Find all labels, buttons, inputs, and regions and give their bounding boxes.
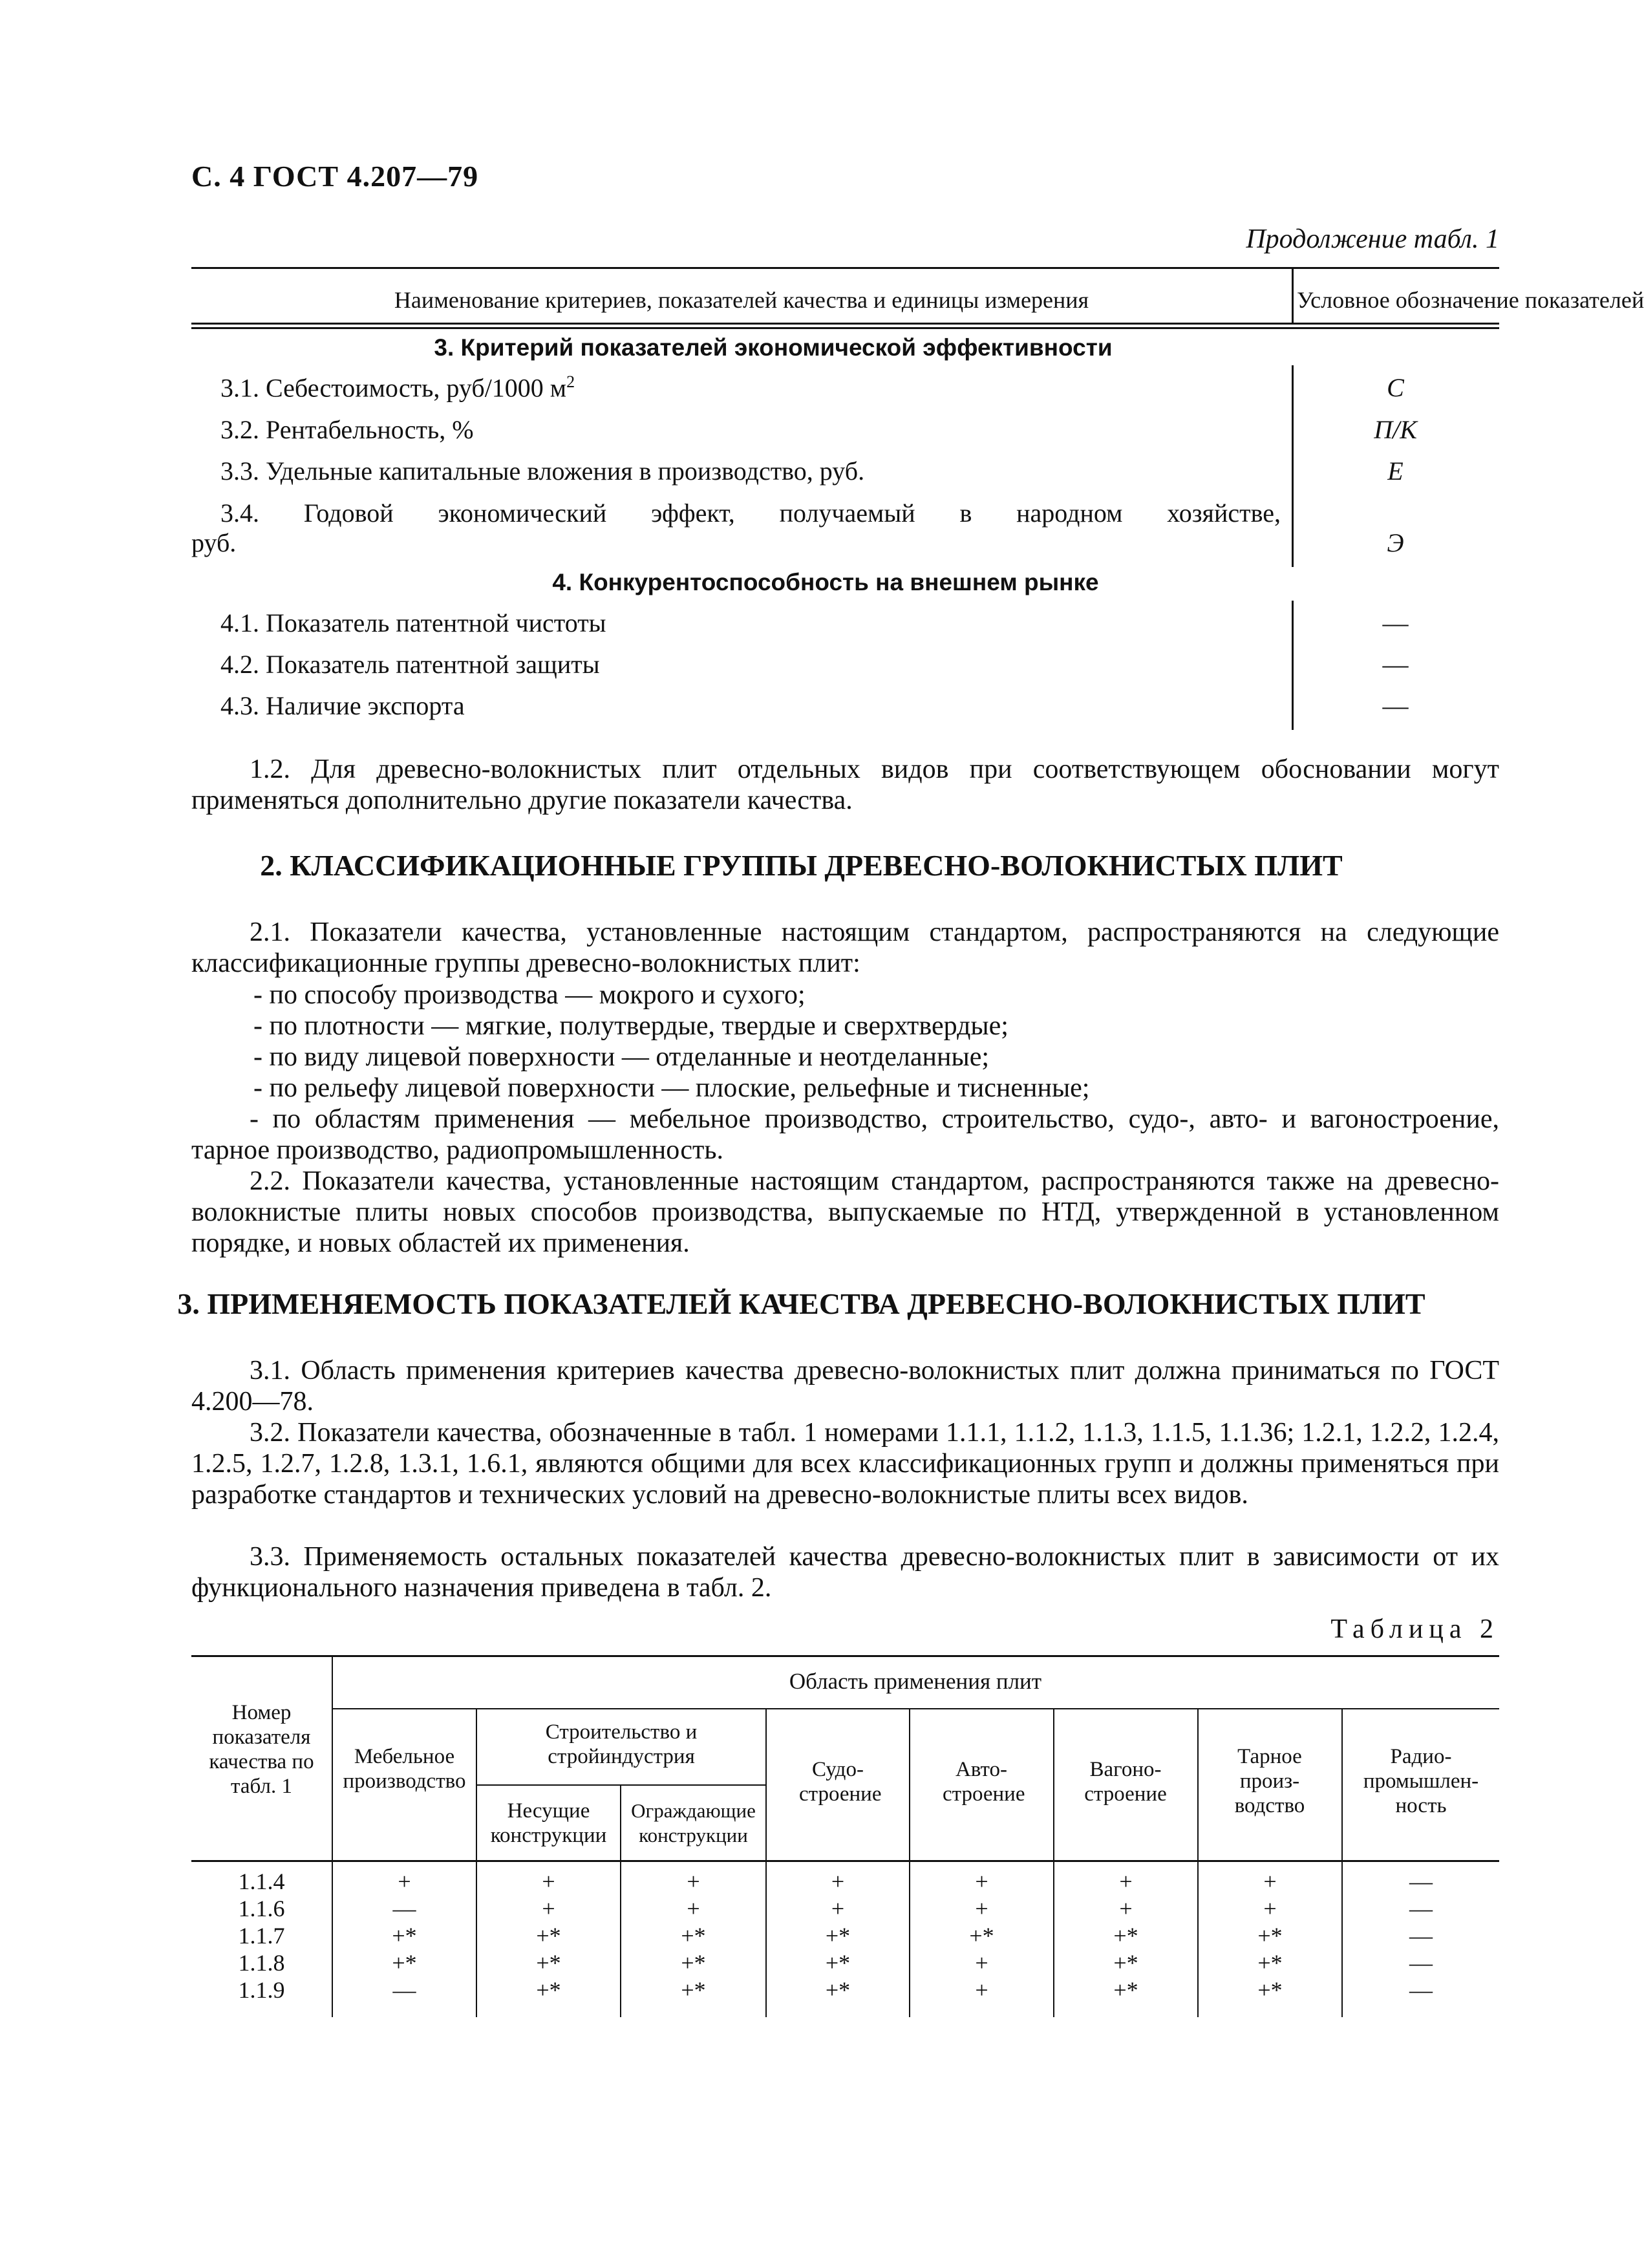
- rule: [332, 1708, 1499, 1709]
- table-cell: —: [392, 1896, 416, 1921]
- table-cell: +*: [825, 1950, 851, 1976]
- paragraph-1-2: 1.2. Для древесно-волокнистых плит отдельных видов при соответствующем обосновании могут применяться дополнительно другие показатели качества.: [191, 754, 1499, 815]
- paragraph-3-2: 3.2. Показатели качества, обозначенные в табл. 1 номерами 1.1.1, 1.1.2, 1.1.3, 1.1.5, 1.1.36; 1.2.1, 1.2.2, 1.2.4, 1.2.5, 1.2.7, 1.2.8, 1.3.1, 1.6.1, являются общими для всех классификационных групп и должны применяться при разработке стандартов и технических условий на древесно-волокнистые плиты всех видов.: [191, 1418, 1499, 1510]
- table-top-rule: [191, 267, 1499, 269]
- section3-title: 3. Критерий показателей экономической эффективности: [434, 334, 1113, 361]
- row-symbol: С: [1387, 373, 1404, 402]
- table-cell: +*: [1257, 1923, 1283, 1949]
- table-cell: +*: [681, 1950, 706, 1976]
- table-cell: +*: [536, 1950, 561, 1976]
- table-continuation-label: Продолжение табл. 1: [1246, 224, 1499, 254]
- table-cell: +: [1119, 1868, 1133, 1894]
- row-symbol: Э: [1387, 528, 1404, 557]
- table-cell: +: [1119, 1896, 1133, 1921]
- table-cell: +: [542, 1868, 555, 1894]
- table-cell: +*: [681, 1923, 706, 1949]
- ship-header: Судо- строение: [799, 1758, 882, 1806]
- furniture-header: Мебельное производство: [343, 1745, 466, 1793]
- table2-caption: Таблица 2: [1330, 1614, 1499, 1644]
- col-number-header: Номер показателя качества по табл. 1: [209, 1701, 314, 1798]
- auto-header: Авто- строение: [943, 1758, 1025, 1806]
- table-row: 4.2. Показатель патентной защиты: [220, 650, 600, 679]
- section2-heading: 2. КЛАССИФИКАЦИОННЫЕ ГРУППЫ ДРЕВЕСНО-ВОЛОКНИСТЫХ ПЛИТ: [260, 849, 1343, 882]
- table-cell: —: [1409, 1896, 1433, 1921]
- section4-title: 4. Конкурентоспособность на внешнем рынке: [552, 569, 1099, 595]
- table-cell: +*: [825, 1923, 851, 1949]
- row-symbol: —: [1382, 650, 1409, 679]
- list-item: - по способу производства — мокрого и сухого;: [253, 980, 806, 1010]
- radio-header: Радио- промышлен- ность: [1363, 1745, 1479, 1817]
- table-row: 4.1. Показатель патентной чистоты: [220, 608, 606, 637]
- row-number: 1.1.6: [238, 1896, 285, 1921]
- superscript: 2: [566, 372, 575, 391]
- wagon-header: Вагоно- строение: [1084, 1758, 1167, 1806]
- paragraph-2-2: 2.2. Показатели качества, установленные настоящим стандартом, распространяются также на древесно-волокнистые плиты новых способов производства, выпускаемые по НТД, утвержденной в установленном порядке, и новых областей их применения.: [191, 1166, 1499, 1258]
- enclosing-header: Ограждающие конструкции: [631, 1799, 756, 1846]
- table-cell: +*: [392, 1950, 417, 1976]
- row-label: 3.1. Себестоимость, руб/1000 м: [220, 373, 567, 403]
- table-cell: +: [398, 1868, 411, 1894]
- table-cell: —: [392, 1977, 416, 2003]
- row-symbol: —: [1382, 691, 1409, 720]
- row-number: 1.1.8: [238, 1950, 285, 1976]
- table-cell: +: [1263, 1868, 1277, 1894]
- row-number: 1.1.9: [238, 1977, 285, 2003]
- table-row: 4.3. Наличие экспорта: [220, 691, 465, 720]
- col1-header: Наименование критериев, показателей качества и единицы измерения: [394, 287, 1089, 313]
- table-cell: +: [1263, 1896, 1277, 1921]
- col2-header: Условное обозначение показателей: [1297, 287, 1644, 313]
- table-cell: +: [687, 1868, 700, 1894]
- table-cell: —: [1409, 1923, 1433, 1949]
- table-cell: +: [975, 1868, 988, 1894]
- table-row: 3.2. Рентабельность, %: [220, 415, 474, 444]
- table-cell: +: [831, 1896, 845, 1921]
- row-symbol: Е: [1387, 456, 1404, 486]
- table-cell: +*: [536, 1977, 561, 2003]
- construction-header: Строительство и стройиндустрия: [545, 1720, 698, 1768]
- row-number: 1.1.7: [238, 1923, 285, 1949]
- table-cell: —: [1409, 1950, 1433, 1976]
- header-rule-double: [191, 327, 1499, 329]
- table-cell: +*: [969, 1923, 994, 1949]
- paragraph-2-1: 2.1. Показатели качества, установленные настоящим стандартом, распространяются на следующие классификационные группы древесно-волокнистых плит:: [191, 917, 1499, 978]
- table-cell: +: [831, 1868, 845, 1894]
- table-cell: +*: [825, 1977, 851, 2003]
- table-cell: +*: [1257, 1950, 1283, 1976]
- column-divider: [1292, 267, 1294, 324]
- table-cell: +*: [1113, 1950, 1138, 1976]
- section3-heading: 3. ПРИМЕНЯЕМОСТЬ ПОКАЗАТЕЛЕЙ КАЧЕСТВА ДРЕВЕСНО-ВОЛОКНИСТЫХ ПЛИТ: [177, 1287, 1425, 1320]
- table-2: [191, 1655, 1499, 2017]
- table-cell: +: [687, 1896, 700, 1921]
- list-item: - по областям применения — мебельное производство, строительство, судо-, авто- и вагоностроение, тарное производство, радиопромышленность.: [191, 1104, 1499, 1165]
- bearing-header: Несущие конструкции: [490, 1799, 607, 1847]
- table-cell: +*: [681, 1977, 706, 2003]
- table-cell: +*: [1113, 1923, 1138, 1949]
- table-cell: +*: [1113, 1977, 1138, 2003]
- packing-header: Тарное произ- водство: [1234, 1745, 1305, 1817]
- table-cell: +: [975, 1977, 988, 2003]
- row-symbol: П/К: [1374, 415, 1417, 444]
- table-cell: —: [1409, 1977, 1433, 2003]
- table-cell: +: [975, 1950, 988, 1976]
- list-item: - по плотности — мягкие, полутвердые, твердые и сверхтвердые;: [253, 1011, 1009, 1041]
- table-cell: +: [542, 1896, 555, 1921]
- list-item: - по рельефу лицевой поверхности — плоские, рельефные и тисненные;: [253, 1073, 1090, 1103]
- table-cell: +*: [392, 1923, 417, 1949]
- table-cell: +: [975, 1896, 988, 1921]
- paragraph-3-3: 3.3. Применяемость остальных показателей качества древесно-волокнистых плит в зависимости от их функционального назначения приведена в табл. 2.: [191, 1542, 1499, 1603]
- table-cell: +*: [536, 1923, 561, 1949]
- table-row-cont: руб.: [191, 528, 237, 557]
- area-header: Область применения плит: [789, 1669, 1042, 1694]
- rule: [191, 1655, 1499, 1657]
- table-cell: —: [1409, 1868, 1433, 1894]
- table-cell: +*: [1257, 1977, 1283, 2003]
- paragraph-3-1: 3.1. Область применения критериев качества древесно-волокнистых плит должна приниматься по ГОСТ 4.200—78.: [191, 1356, 1499, 1417]
- table-row: 3.4. Годовой экономический эффект, получаемый в народном хозяйстве,: [220, 498, 1281, 528]
- table-row: [220, 372, 575, 403]
- rule: [191, 1860, 1499, 1862]
- header-rule: [191, 323, 1499, 325]
- row-number: 1.1.4: [238, 1868, 285, 1894]
- row-symbol: —: [1382, 608, 1409, 637]
- table-row: 3.3. Удельные капитальные вложения в производство, руб.: [220, 456, 865, 486]
- list-item: - по виду лицевой поверхности — отделанные и неотделанные;: [253, 1042, 990, 1072]
- page-header: С. 4 ГОСТ 4.207—79: [191, 160, 479, 193]
